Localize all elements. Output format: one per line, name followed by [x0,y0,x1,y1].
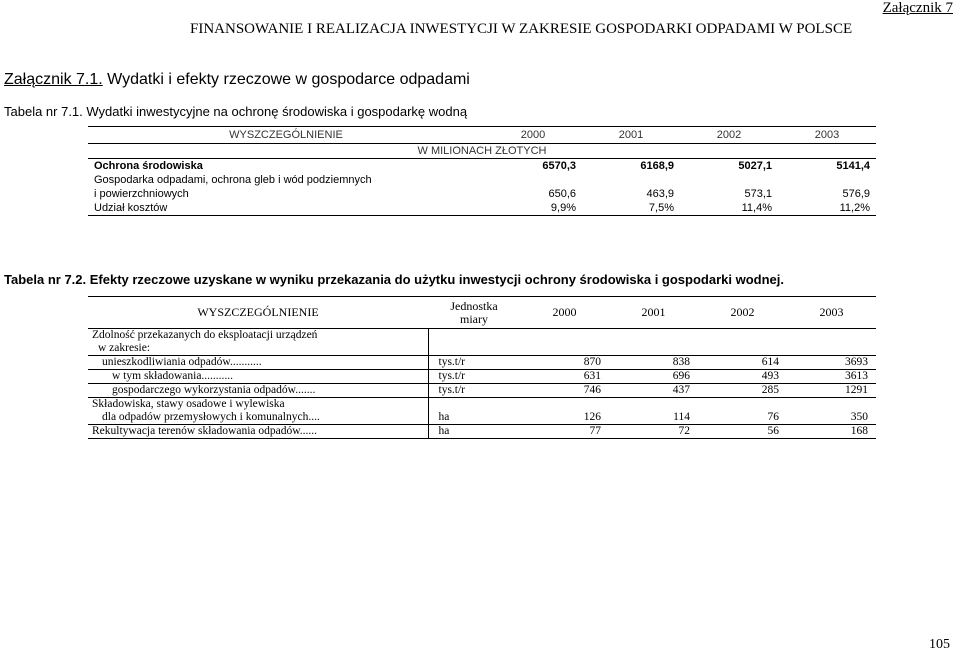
cell-value: 168 [787,425,876,439]
table-physical-effects [88,296,876,439]
table-row [88,187,876,201]
header-unit-line: Jednostka [450,298,498,313]
header-cell: 2003 [787,297,876,329]
table-row [88,201,876,216]
header-cell: 2000 [484,127,582,144]
table-row [88,356,876,370]
cell-value: 838 [609,356,698,370]
cell-value: 11,4% [680,201,778,216]
cell-value: 576,9 [842,187,870,200]
cell-value: 614 [698,356,787,370]
table-row [88,370,876,384]
row-unit: tys.t/r [428,384,520,398]
cell-value: 77 [520,425,609,439]
cell-value: 437 [609,384,698,398]
header-unit-cell [428,297,520,329]
cell-value: 72 [609,425,698,439]
cell-value: 870 [520,356,609,370]
cell-value: 76 [767,411,779,423]
section-title [4,71,470,89]
row-label: Ochrona środowiska [88,159,484,174]
cell-value: 285 [698,384,787,398]
page-number: 105 [929,637,950,652]
group-row [88,342,876,356]
table-investment-expenditure [88,126,876,216]
header-cell: 2001 [582,127,680,144]
header-cell: 2002 [680,127,778,144]
cell-value: 56 [698,425,787,439]
attachment-label: Załącznik 7 [882,0,953,16]
group-row [88,329,876,343]
row-label: gospodarczego wykorzystania odpadów....... [88,384,428,398]
row-unit: ha [428,425,520,439]
table-row [88,425,876,439]
row-label: i powierzchniowych [94,187,189,200]
table1-caption: Tabela nr 7.1. Wydatki inwestycyjne na ochronę środowiska i gospodarkę wodną [4,104,468,119]
table2-caption: Tabela nr 7.2. Efekty rzeczowe uzyskane w wyniku przekazania do użytku inwestycji ochrony środowiska i gospodarki wodnej. [4,272,784,287]
header-cell: 2002 [698,297,787,329]
cell-value: 11,2% [778,201,876,216]
page-title: FINANSOWANIE I REALIZACJA INWESTYCJI W ZAKRESIE GOSPODARKI ODPADAMI W POLSCE [190,21,853,37]
cell-value: 5141,4 [778,159,876,174]
cell-value: 126 [583,411,601,423]
header-cell: 2003 [778,127,876,144]
cell-value: 650,6 [548,187,576,200]
header-unit-line: miary [460,311,488,326]
header-cell: 2000 [520,297,609,329]
group-label: Składowiska, stawy osadowe i wylewiska [88,398,428,412]
table-header-row [88,297,876,329]
section-prefix: Załącznik 7.1. [4,71,103,88]
table-header-row [88,127,876,144]
header-cell: WYSZCZEGÓLNIENIE [88,127,484,144]
row-unit: tys.t/r [428,356,520,370]
cell-value: 746 [520,384,609,398]
unit-label: W MILIONACH ZŁOTYCH [417,144,547,157]
cell-value: 6168,9 [582,159,680,174]
cell-value: 696 [609,370,698,384]
row-unit: ha [428,411,520,425]
row-label: unieszkodliwiania odpadów........... [88,356,428,370]
table-row [88,411,876,425]
header-cell: 2001 [609,297,698,329]
section-text: Wydatki i efekty rzeczowe w gospodarce odpadami [102,71,470,88]
table-row [88,173,876,187]
unit-row [88,144,876,159]
header-cell: WYSZCZEGÓLNIENIE [88,297,428,329]
row-label: Rekultywacja terenów składowania odpadów...... [88,425,428,439]
row-label: Gospodarka odpadami, ochrona gleb i wód podziemnych [94,173,372,186]
row-label: dla odpadów przemysłowych i komunalnych.... [102,411,320,423]
cell-value: 114 [673,411,690,423]
cell-value: 3693 [787,356,876,370]
cell-value: 631 [520,370,609,384]
group-label: w zakresie: [98,342,151,354]
group-row [88,398,876,412]
cell-value: 1291 [787,384,876,398]
cell-value: 350 [850,411,868,423]
cell-value: 7,5% [582,201,680,216]
table-row [88,159,876,174]
group-label: Zdolność przekazanych do eksploatacji urządzeń [92,329,318,341]
table-row [88,384,876,398]
row-label: w tym składowania........... [88,370,428,384]
cell-value: 463,9 [646,187,674,200]
cell-value: 6570,3 [484,159,582,174]
row-label: Udział kosztów [88,201,484,216]
cell-value: 5027,1 [680,159,778,174]
cell-value: 3613 [787,370,876,384]
cell-value: 9,9% [484,201,582,216]
row-unit: tys.t/r [428,370,520,384]
cell-value: 573,1 [744,187,772,200]
cell-value: 493 [698,370,787,384]
